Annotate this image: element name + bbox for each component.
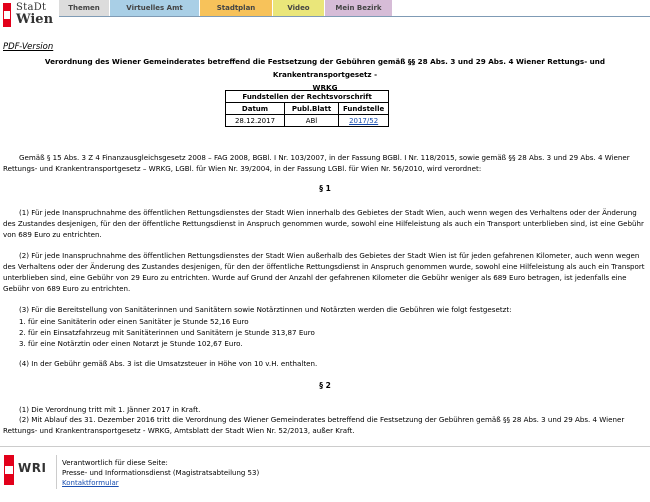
list-item: 1. für eine Sanitäterin oder einen Sanitäter je Stunde 52,16 Euro bbox=[19, 317, 249, 326]
contact-form-link[interactable]: Kontaktformular bbox=[62, 479, 119, 487]
footer-separator bbox=[56, 455, 57, 489]
header-fundstelle: Fundstelle bbox=[339, 103, 389, 115]
wien-flag-icon bbox=[4, 455, 14, 485]
header-datum: Datum bbox=[226, 103, 285, 115]
table-row bbox=[226, 115, 389, 127]
title-line2: WRKG bbox=[312, 83, 338, 92]
list-item: 2. für ein Einsatzfahrzeug mit Sanitäterinnen und Sanitätern je Stunde 313,87 Euro bbox=[19, 328, 315, 337]
nav-divider bbox=[59, 16, 650, 17]
tab-mein-bezirk[interactable]: Mein Bezirk bbox=[325, 0, 393, 16]
tab-themen[interactable]: Themen bbox=[59, 0, 110, 16]
tab-stadtplan[interactable]: Stadtplan bbox=[200, 0, 273, 16]
paragraph-1-4: (4) In der Gebühr gemäß Abs. 3 ist die Umsatzsteuer in Höhe von 10 v.H. enthalten. bbox=[19, 359, 318, 368]
stadt-wien-logo[interactable] bbox=[0, 0, 59, 31]
logo-line1: StaDt bbox=[16, 2, 47, 13]
section-1-heading: § 1 bbox=[319, 184, 331, 193]
section-2-heading: § 2 bbox=[319, 381, 331, 390]
paragraph-1-1: (1) Für jede Inanspruchnahme des öffentlichen Rettungsdienstes der Stadt Wien innerhalb des Gebietes der Stadt Wien, auch wenn wegen des Verhaltens oder der Änderung des Zustandes desjenigen, für den der öffentliche Rettungsdienst in Anspruch genommen wurde, sowohl eine Hilfeleistung als auch ein Transport unterblieben sind, ist eine Gebühr von 689 Euro zu entrichten. bbox=[3, 208, 644, 239]
responsible-label: Verantwortlich für diese Seite: bbox=[62, 459, 168, 467]
pdf-version-link[interactable]: PDF-Version bbox=[3, 42, 54, 52]
tab-video[interactable]: Video bbox=[273, 0, 325, 16]
cell-publ-blatt: ABl bbox=[285, 115, 339, 127]
wien-flag-icon bbox=[3, 3, 11, 27]
paragraph-1-3-intro: (3) Für die Bereitstellung von Sanitäterinnen und Sanitätern sowie Notärztinnen und Notärzten werden die Gebühren wie folgt festgesetzt: bbox=[19, 305, 512, 314]
wien-footer-logo bbox=[4, 455, 49, 485]
paragraph-2-2: (2) Mit Ablauf des 31. Dezember 2016 tritt die Verordnung des Wiener Gemeinderates betreffend die Festsetzung der Gebühren gemäß §§ 28 Abs. 3 und 29 Abs. 4 Wiener Rettungs- und Krankentransportgesetz - WRKG, Amtsblatt der Stadt Wien Nr. 52/2013, außer Kraft. bbox=[3, 415, 625, 435]
table-caption: Fundstellen der Rechtsvorschrift bbox=[226, 91, 389, 103]
preamble: Gemäß § 15 Abs. 3 Z 4 Finanzausgleichsgesetz 2008 – FAG 2008, BGBl. I Nr. 103/2007, in der Fassung BGBl. I Nr. 118/2015, sowie gemäß §§ 28 Abs. 3 und 29 Abs. 4 Wiener Rettungs- und Krankentransportgesetz – WRKG, LGBl. für Wien Nr. 39/2004, in der Fassung LGBl. für Wien Nr. 56/2010, wird verordnet: bbox=[3, 153, 630, 173]
list-item: 3. für eine Notärztin oder einen Notarzt je Stunde 102,67 Euro. bbox=[19, 339, 243, 348]
cell-datum: 28.12.2017 bbox=[226, 115, 285, 127]
cell-fundstelle bbox=[339, 115, 389, 127]
footer-info bbox=[62, 458, 259, 488]
top-bar bbox=[0, 0, 650, 32]
footer-divider bbox=[0, 446, 650, 447]
title-line1: Verordnung des Wiener Gemeinderates betreffend die Festsetzung der Gebühren gemäß §§ 28 Abs. 3 und 29 Abs. 4 Wiener Rettungs- und Krankentransportgesetz - bbox=[44, 57, 606, 79]
tab-virtuelles-amt[interactable]: Virtuelles Amt bbox=[110, 0, 200, 16]
paragraph-1-2: (2) Für jede Inanspruchnahme des öffentlichen Rettungsdienstes der Stadt Wien außerhalb des Gebietes der Stadt Wien ist für jeden gefahrenen Kilometer, auch wenn wegen des Verhaltens oder der Änderung des Zustandes desjenigen, für den der öffentliche Rettungsdienst in Anspruch genommen wurde, sowohl eine Hilfeleistung als auch ein Transport unterblieben sind, eine Gebühr von 29 Euro zu entrichten. Wurde auf Grund der Anzahl der gefahrenen Kilometer die Gebühr weniger als 689 Euro betragen, ist jedenfalls eine Gebühr von 689 Euro zu entrichten. bbox=[3, 251, 645, 293]
logo-line2: Wien bbox=[16, 12, 54, 27]
fee-list bbox=[19, 316, 645, 349]
footer-logo-text: WRI bbox=[18, 461, 47, 475]
document-title bbox=[0, 55, 650, 94]
main-nav bbox=[59, 0, 393, 16]
logo-text bbox=[16, 2, 60, 26]
fundstellen-table bbox=[225, 90, 389, 127]
department: Presse- und Informationsdienst (Magistratsabteilung 53) bbox=[62, 469, 260, 477]
fundstelle-link[interactable]: 2017/52 bbox=[349, 116, 379, 125]
paragraph-2-1: (1) Die Verordnung tritt mit 1. Jänner 2017 in Kraft. bbox=[19, 405, 201, 414]
header-publ-blatt: Publ.Blatt bbox=[285, 103, 339, 115]
